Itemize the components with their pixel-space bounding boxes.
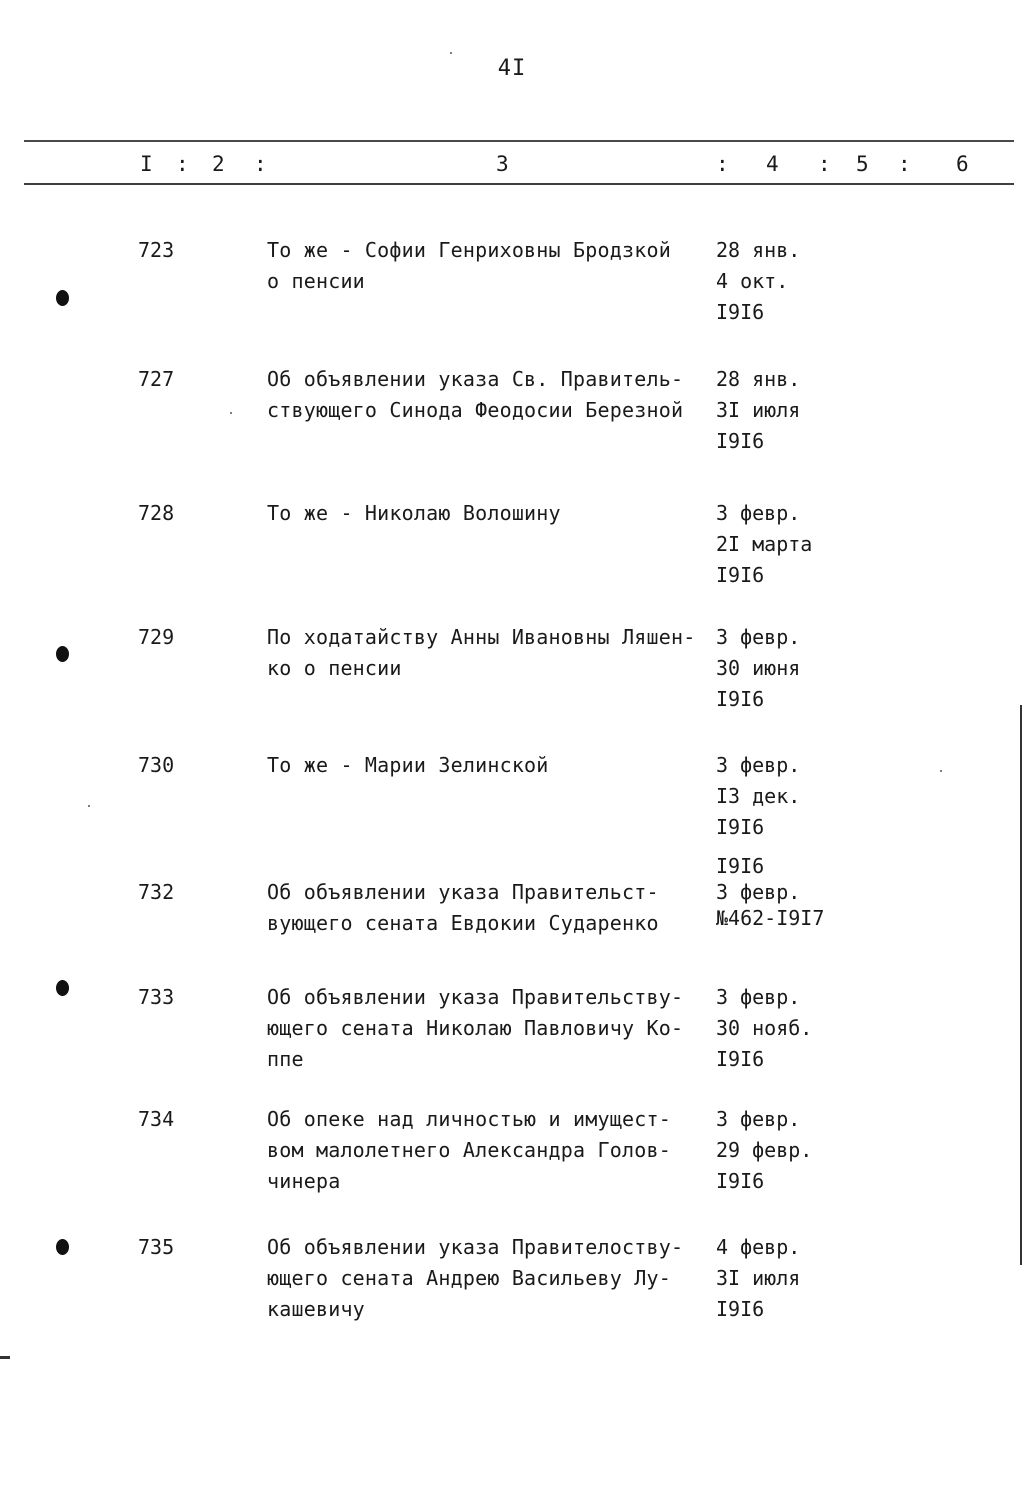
column-separator: : [898, 152, 911, 176]
entry-description: То же - Марии Зелинской [267, 753, 549, 777]
column-header-5: 5 [856, 152, 869, 176]
entry-dates: 28 янв. 4 окт. I9I6 [716, 238, 801, 324]
page-number: 4I [497, 56, 527, 81]
entry-number: 733 [138, 985, 175, 1009]
entry-number: 732 [138, 880, 175, 904]
column-header-1: I [140, 152, 153, 176]
binder-hole [56, 1239, 69, 1255]
entry-description: Об объявлении указа Правительству- ющего сената Николаю Павловичу Ко- ппе [267, 985, 684, 1071]
column-header-6: 6 [956, 152, 969, 176]
column-separator: : [254, 152, 267, 176]
column-header-4: 4 [766, 152, 779, 176]
header-top-rule [24, 140, 1014, 142]
binder-hole [56, 980, 69, 996]
entry-description: Об объявлении указа Правителоству- ющего сената Андрею Васильеву Лу- кашевичу [267, 1235, 684, 1321]
entry-dates: 3 февр. 29 февр. I9I6 [716, 1107, 813, 1193]
scan-edge-line [1020, 705, 1022, 1265]
entry-number: 727 [138, 367, 175, 391]
entry-dates: I9I6 3 февр. №462-I9I7 [716, 854, 825, 930]
scan-speck [88, 805, 90, 807]
entry-description: По ходатайству Анны Ивановны Ляшен- ко о пенсии [267, 625, 696, 680]
entry-description: То же - Николаю Волошину [267, 501, 561, 525]
scan-speck [230, 412, 232, 414]
entry-dates: 4 февр. 3I июля I9I6 [716, 1235, 801, 1321]
entry-dates: 3 февр. 2I марта I9I6 [716, 501, 813, 587]
scan-speck [450, 52, 452, 54]
entry-dates: 3 февр. I3 дек. I9I6 [716, 753, 801, 839]
entry-description: Об опеке над личностью и имущест- вом малолетнего Александра Голов- чинера [267, 1107, 671, 1193]
entry-dates: 3 февр. 30 нояб. I9I6 [716, 985, 813, 1071]
entry-description: Об объявлении указа Св. Правитель- ствующего Синода Феодосии Березной [267, 367, 684, 422]
entry-description: То же - Софии Генриховны Бродзкой о пенсии [267, 238, 671, 293]
entry-number: 728 [138, 501, 175, 525]
column-header-2: 2 [212, 152, 225, 176]
entry-description: Об объявлении указа Правительст- вующего сената Евдокии Сударенко [267, 880, 659, 935]
column-separator: : [176, 152, 189, 176]
entry-number: 735 [138, 1235, 175, 1259]
entry-number: 734 [138, 1107, 175, 1131]
column-header-3: 3 [496, 152, 509, 176]
entry-number: 729 [138, 625, 175, 649]
entry-number: 730 [138, 753, 175, 777]
entry-dates: 28 янв. 3I июля I9I6 [716, 367, 801, 453]
scan-speck [940, 770, 942, 772]
column-separator: : [818, 152, 831, 176]
column-separator: : [716, 152, 729, 176]
header-bottom-rule [24, 183, 1014, 185]
scan-edge-mark [0, 1356, 10, 1359]
binder-hole [56, 646, 69, 662]
entry-dates: 3 февр. 30 июня I9I6 [716, 625, 801, 711]
entry-number: 723 [138, 238, 175, 262]
binder-hole [56, 290, 69, 306]
